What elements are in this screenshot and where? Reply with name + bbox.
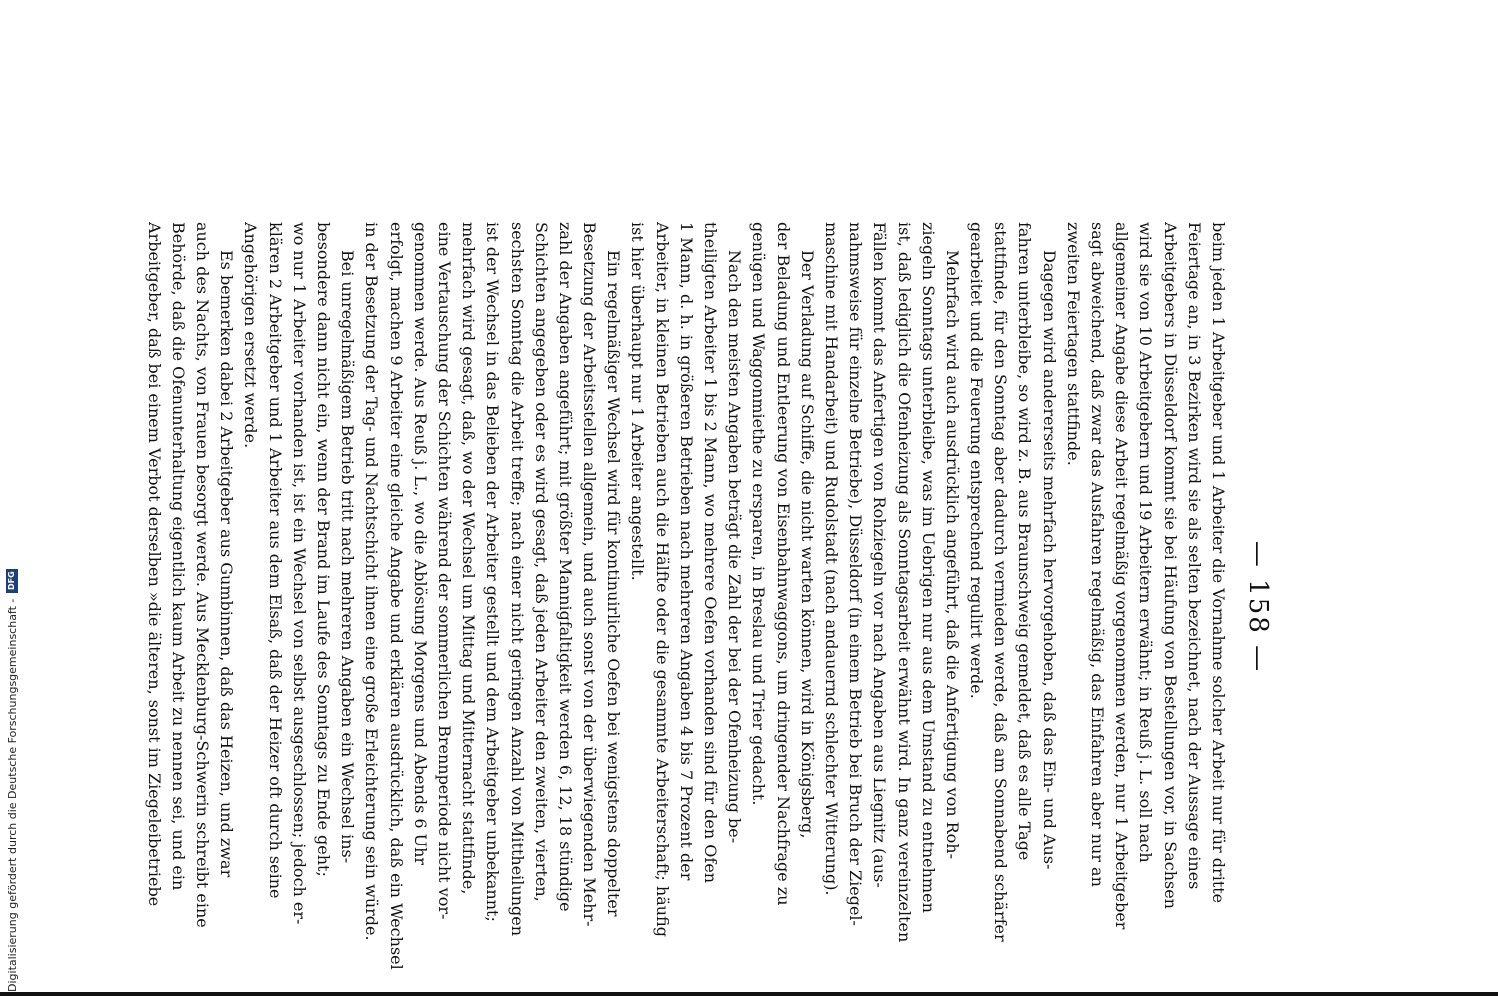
text-line: theiligten Arbeiter 1 bis 2 Mann, wo mehrere Oefen vorhanden sind für den Ofen [701,222,721,884]
dfg-logo-icon: DFG [6,569,18,593]
text-block [142,222,1282,992]
text-lines [142,222,1230,992]
page-number: — 158 — [1243,540,1273,674]
text-line: Ein regelmäßiger Wechsel wird für kontinuirliche Oefen bei wenigstens doppelter [604,250,624,917]
text-line: genügen und Waggonmiethe zu ersparen, in Breslau und Trier gedacht. [749,222,769,806]
text-line: Bei unregelmäßigem Betrieb tritt nach mehreren Angaben ein Wechsel ins- [338,250,358,864]
text-line: beim jeden 1 Arbeitgeber und 1 Arbeiter die Vornahme solcher Arbeit nur für dritte [1209,222,1228,904]
text-line: Es bemerken dabei 2 Arbeitgeber aus Gumbinnen, daß das Heizen, und zwar [217,250,237,878]
footer-credit-text: Digitalisierung gefördert durch die Deutsche Forschungsgemeinschaft - [5,598,19,992]
text-line: Feiertage an, in 3 Bezirken wird sie als selten bezeichnet, nach der Aussage eines [1184,222,1204,890]
text-line: Der Verladung auf Schiffe, die nicht warten können, wird in Königsberg, [797,250,817,839]
footer-strip [0,0,24,1000]
text-line: Nach den meisten Angaben beträgt die Zahl der bei der Ofenheizung be- [725,250,745,844]
text-line: Arbeitgebers in Düsseldorf kommt sie bei Häufung von Bestellungen vor, in Sachsen [1160,222,1180,909]
text-line: gearbeitet und die Feuerung entsprechend regulirt werde. [967,222,987,699]
text-line: ist der Wechsel in das Belieben der Arbeiter gestellt und dem Arbeitgeber unbekannt; [483,222,503,922]
text-line: maschine mit Handarbeit) und Rudolstadt (nach andauernd schlechter Witterung). [822,222,841,896]
text-line: stattfinde, für den Sonntag aber dadurch vermieden werde, daß am Sonnabend schärfer [991,222,1011,942]
text-line: klären 2 Arbeitgeber und 1 Arbeiter aus dem Elsaß, daß der Heizer oft durch seine [265,222,285,899]
text-line: auch des Nachts, von Frauen besorgt werde. Aus Mecklenburg-Schwerin schreibt eine [193,222,213,928]
text-line: Fällen kommt das Anfertigen von Rohziegeln vor nach Angaben aus Liegnitz (aus- [870,222,890,888]
text-line: sagt abweichend, daß zwar das Ausfahren regelmäßig, das Einfahren aber nur an [1088,222,1108,887]
text-line: ist hier überhaupt nur 1 Arbeiter angestellt. [628,222,648,581]
text-line: Behörde, daß die Ofenunterhaltung eigentlich kaum Arbeit zu nennen sei, und ein [168,222,188,891]
footer-credit [4,52,20,992]
text-line: besondere dann nicht ein, wenn der Brand im Laufe des Sonntags zu Ende geht; [314,222,334,877]
text-line: 1 Mann, d. h. in größeren Betrieben nach mehreren Angaben 4 bis 7 Prozent der [676,222,696,881]
text-line: nahmsweise für einzelne Betriebe), Düsseldorf (in einem Betrieb bei Bruch der Ziegel- [846,222,866,926]
text-line: in der Besetzung der Tag- und Nachtschicht ihnen eine große Erleichterung sein würde. [362,222,382,941]
text-line: sechsten Sonntag die Arbeit treffe; nach einer nicht geringen Anzahl von Mittheilungen [507,222,527,937]
text-line: Angehörigen ersetzt werde. [241,222,261,449]
text-line: zweiten Feiertagen stattfinde. [1063,222,1083,466]
text-line: der Beladung und Entleerung von Eisenbahnwaggons, um dringender Nachfrage zu [773,222,793,906]
text-line: mehrfach wird gesagt, daß, wo der Wechsel um Mittag und Mitternacht stattfinde, [459,222,479,895]
text-line: wo nur 1 Arbeiter vorhanden ist, ist ein Wechsel von selbst ausgeschlossen; jedoch er- [289,222,309,925]
text-line: ziegeln Sonntags unterbleibe, was im Uebrigen nur aus dem Umstand zu entnehmen [918,222,938,913]
text-line: eine Vertauschung der Schichten während der sommerlichen Brennperiode nicht vor- [435,222,454,920]
text-line: Besetzung der Arbeitsstellen allgemein, und auch sonst von der überwiegenden Mehr- [580,222,600,927]
text-line: ist, daß lediglich die Ofenheizung als Sonntagsarbeit erwähnt wird. In ganz vereinzelten [894,222,914,943]
text-line: erfolgt, machen 9 Arbeiter eine gleiche Angabe und erklären ausdrücklich, daß ein Wechsel [386,222,406,970]
text-line: wird sie von 10 Arbeitgebern und 19 Arbeitern erwähnt; in Reuß j. L. soll nach [1136,222,1156,863]
text-line: fahren unterbleibe, so wird z. B. aus Braunschweig gemeldet, daß es alle Tage [1015,222,1035,861]
text-line: zahl der Angaben angeführt; mit größter Mannigfaltigkeit werden 6, 12, 18 stündige [555,222,575,912]
page-edge-rule [0,992,1498,996]
text-line: Arbeitgeber, daß bei einem Verbot derselben »die älteren, sonst im Ziegeleibetriebe [144,222,164,907]
text-line: genommen werde. Aus Reuß j. L., wo die Ablösung Morgens und Abends 6 Uhr [410,222,430,866]
text-line: Dagegen wird andererseits mehrfach hervorgehoben, daß das Ein- und Aus- [1039,250,1059,870]
text-line: Schichten angegeben oder es wird gesagt, daß jeden Arbeiter den zweiten, vierten, [531,222,551,902]
text-line: Arbeiter, in kleinen Betrieben auch die Hälfte oder die gesammte Arbeiterschaft; häufig [652,222,672,937]
text-line: allgemeiner Angabe diese Arbeit regelmäßig vorgenommen werden, nur 1 Arbeitgeber [1112,222,1132,930]
text-line: Mehrfach wird auch ausdrücklich angeführt, daß die Anfertigung von Roh- [942,250,962,859]
